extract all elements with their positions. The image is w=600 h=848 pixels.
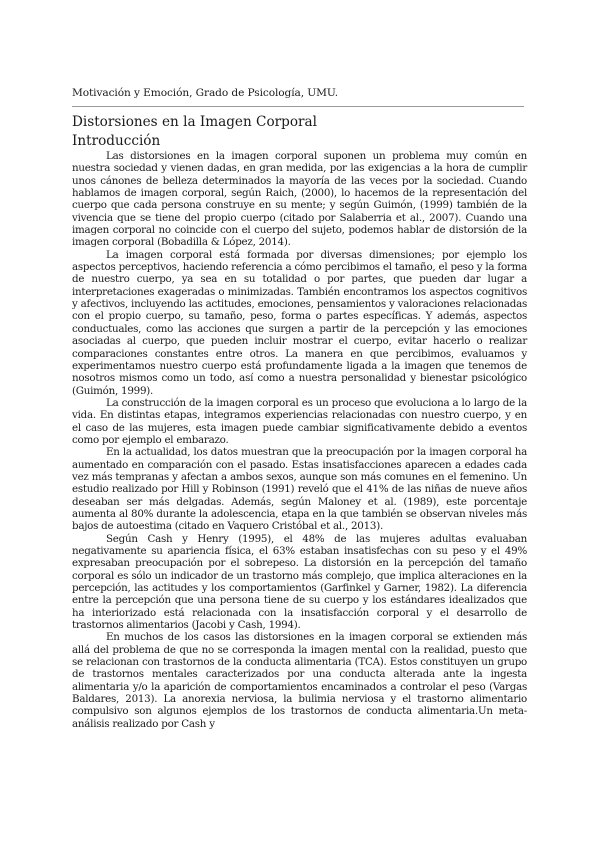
running-header: Motivación y Emoción, Grado de Psicología, UMU. <box>72 87 338 99</box>
paragraph: En la actualidad, los datos muestran que la preocupación por la imagen corporal ha aumentado en comparación con el pasado. Estas insatisfacciones aparecen a edades cada vez más tempranas y afectan a ambos sexos, aunque son más comunes en el femenino. Un estudio realizado por Hill y Robinson (1991) reveló que el 41% de las niñas de nueve años deseaban ser más delgadas. Además, según Maloney et al. (1989), este porcentaje aumenta al 80% durante la adolescencia, etapa en la que también se observan niveles más bajos de autoestima (citado en Vaquero Cristóbal et al., 2013). <box>72 446 527 533</box>
paragraph: En muchos de los casos las distorsiones en la imagen corporal se extienden más allá del problema de que no se corresponda la imagen mental con la realidad, puesto que se relacionan con trastornos de la conducta alimentaria (TCA). Estos constituyen un grupo de trastornos mentales caracterizados por una conducta alterada ante la ingesta alimentaria y/o la aparición de comportamientos encaminados a controlar el peso (Vargas Baldares, 2013). La anorexia nerviosa, la bulimia nerviosa y el trastorno alimentario compulsivo son algunos ejemplos de los trastornos de conducta alimentaria.Un meta-análisis realizado por Cash y <box>72 631 527 730</box>
paragraph: Las distorsiones en la imagen corporal suponen un problema muy común en nuestra sociedad y vienen dadas, en gran medida, por las exigencias a la hora de cumplir unos cánones de belleza determinados la mayoría de las veces por la sociedad. Cuando hablamos de imagen corporal, según Raich, (2000), lo hacemos de la representación del cuerpo que cada persona construye en su mente; y según Guimón, (1999) también de la vivencia que se tiene del propio cuerpo (citado por Salaberria et al., 2007). Cuando una imagen corporal no coincide con el cuerpo del sujeto, podemos hablar de distorsión de la imagen corporal (Bobadilla & López, 2014). <box>72 150 527 249</box>
section-heading: Introducción <box>72 133 161 149</box>
document-title: Distorsiones en la Imagen Corporal <box>72 114 317 130</box>
paragraph: La construcción de la imagen corporal es un proceso que evoluciona a lo largo de la vida. En distintas etapas, integramos experiencias relacionadas con nuestro cuerpo, y en el caso de las mujeres, esta imagen puede cambiar significativamente debido a eventos como por ejemplo el embarazo. <box>72 396 527 446</box>
paragraph: La imagen corporal está formada por diversas dimensiones; por ejemplo los aspectos perceptivos, haciendo referencia a cómo percibimos el tamaño, el peso y la forma de nuestro cuerpo, ya sea en su totalidad o por partes, que pueden dar lugar a interpretaciones exageradas o minimizadas. También encontramos los aspectos cognitivos y afectivos, incluyendo las actitudes, emociones, pensamientos y valoraciones relacionadas con el propio cuerpo, su tamaño, peso, forma o partes específicas. Y además, aspectos conductuales, como las acciones que surgen a partir de la percepción y las emociones asociadas al cuerpo, que pueden incluir mostrar el cuerpo, evitar hacerlo o realizar comparaciones constantes entre otros. La manera en que percibimos, evaluamos y experimentamos nuestro cuerpo está profundamente ligada a la imagen que tenemos de nosotros mismos como un todo, así como a nuestra personalidad y bienestar psicológico (Guimón, 1999). <box>72 248 527 397</box>
header-divider <box>72 106 524 107</box>
body-text <box>72 150 527 730</box>
paragraph: Según Cash y Henry (1995), el 48% de las mujeres adultas evaluaban negativamente su apariencia física, el 63% estaban insatisfechas con su peso y el 49% expresaban preocupación por el sobrepeso. La distorsión en la percepción del tamaño corporal es sólo un indicador de un trastorno más complejo, que implica alteraciones en la percepción, las actitudes y los comportamientos (Garfinkel y Garner, 1982). La diferencia entre la percepción que una persona tiene de su cuerpo y los estándares idealizados que ha interiorizado está relacionada con la insatisfacción corporal y el desarrollo de trastornos alimentarios (Jacobi y Cash, 1994). <box>72 532 527 632</box>
